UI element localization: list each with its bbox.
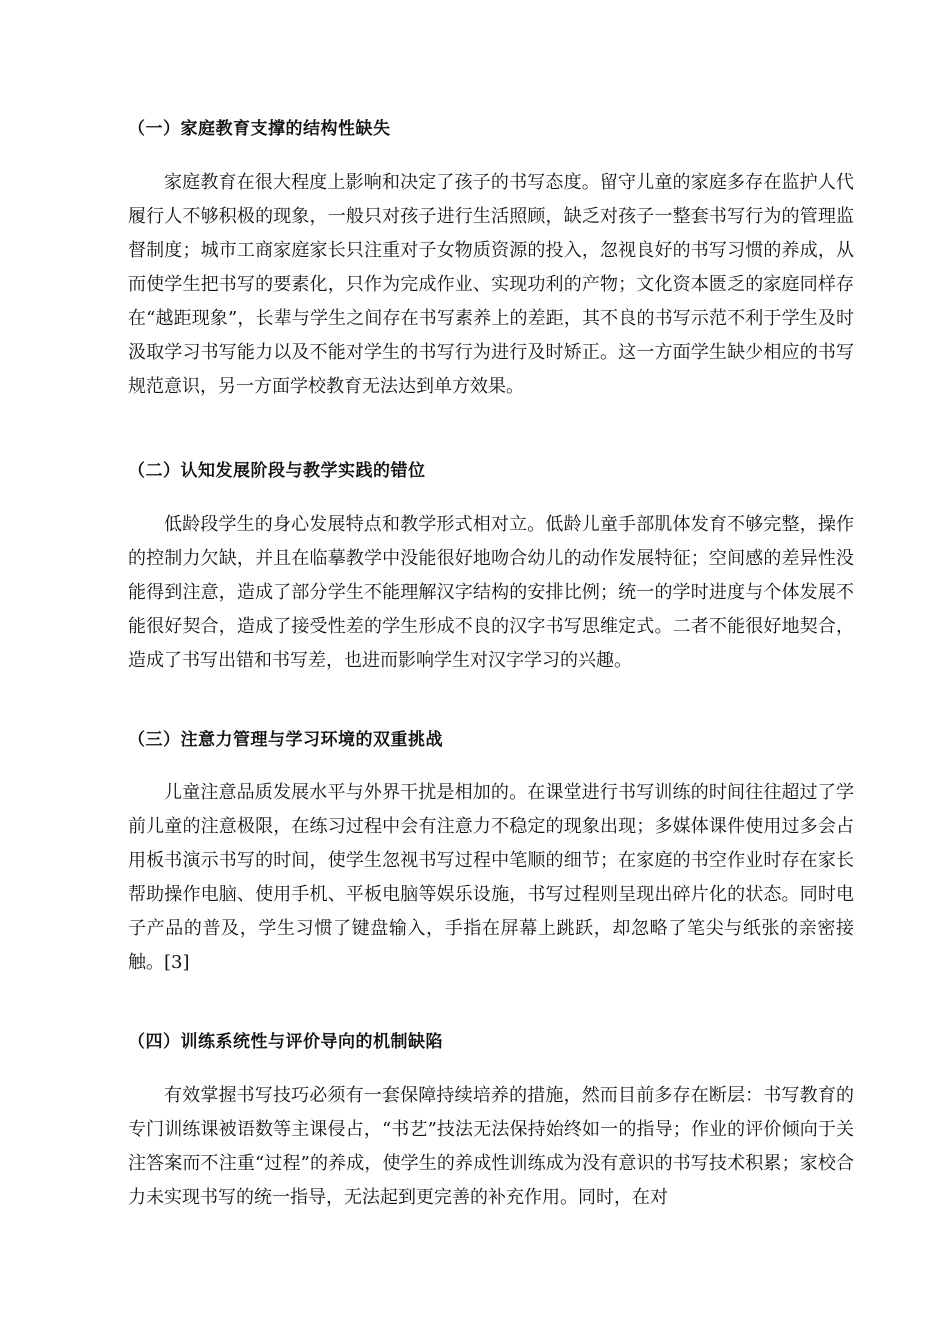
section-heading-2: （二）认知发展阶段与教学实践的错位 bbox=[128, 461, 426, 481]
section-heading-3: （三）注意力管理与学习环境的双重挑战 bbox=[128, 730, 443, 750]
section-heading-4: （四）训练系统性与评价导向的机制缺陷 bbox=[128, 1032, 443, 1052]
section-paragraph-1: 家庭教育在很大程度上影响和决定了孩子的书写态度。留守儿童的家庭多存在监护人代履行人不够积极的现象，一般只对孩子进行生活照顾，缺乏对孩子一整套书写行为的管理监督制度；城市工商家庭家长只注重对子女物质资源的投入，忽视良好的书写习惯的养成，从而使学生把书写的要素化，只作为完成作业、实现功利的产物；文化资本匮乏的家庭同样存在“越距现象”，长辈与学生之间存在书写素养上的差距，其不良的书写示范不利于学生及时汲取学习书写能力以及不能对学生的书写行为进行及时矫正。这一方面学生缺少相应的书写规范意识，另一方面学校教育无法达到单方效果。 bbox=[128, 172, 854, 397]
section-heading-1: （一）家庭教育支撑的结构性缺失 bbox=[128, 119, 391, 139]
section-paragraph-3: 儿童注意品质发展水平与外界干扰是相加的。在课堂进行书写训练的时间往往超过了学前儿童的注意极限，在练习过程中会有注意力不稳定的现象出现；多媒体课件使用过多会占用板书演示书写的时间，使学生忽视书写过程中笔顺的细节；在家庭的书空作业时存在家长帮助操作电脑、使用手机、平板电脑等娱乐设施，书写过程则呈现出碎片化的状态。同时电子产品的普及，学生习惯了键盘输入，手指在屏幕上跳跃，却忽略了笔尖与纸张的亲密接触。[3] bbox=[128, 782, 854, 973]
section-paragraph-2: 低龄段学生的身心发展特点和教学形式相对立。低龄儿童手部肌体发育不够完整，操作的控制力欠缺，并且在临摹教学中没能很好地吻合幼儿的动作发展特征；空间感的差异性没能得到注意，造成了部分学生不能理解汉字结构的安排比例；统一的学时进度与个体发展不能很好契合，造成了接受性差的学生形成不良的汉字书写思维定式。二者不能很好地契合，造成了书写出错和书写差，也进而影响学生对汉字学习的兴趣。 bbox=[128, 514, 854, 671]
section-paragraph-4: 有效掌握书写技巧必须有一套保障持续培养的措施，然而目前多存在断层：书写教育的专门训练课被语数等主课侵占，“书艺”技法无法保持始终如一的指导；作业的评价倾向于关注答案而不注重“过程”的养成，使学生的养成性训练成为没有意识的书写技术积累；家校合力未实现书写的统一指导，无法起到更完善的补充作用。同时，在对 bbox=[128, 1085, 854, 1208]
